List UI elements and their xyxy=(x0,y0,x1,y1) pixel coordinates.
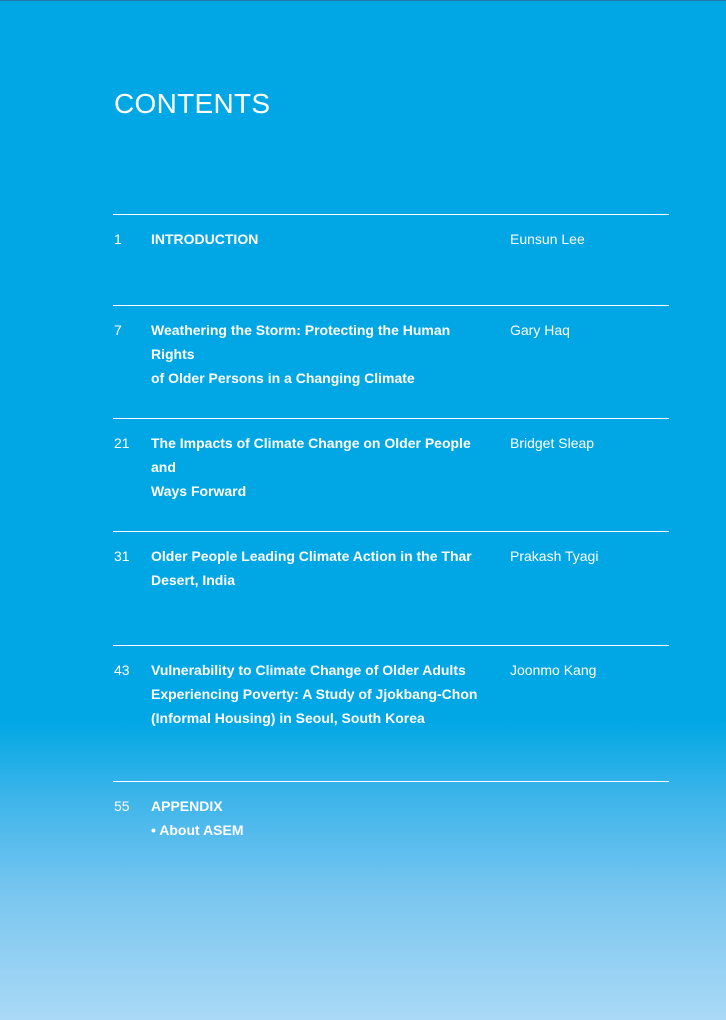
toc-entry-vulnerability-seoul[interactable] xyxy=(113,645,669,726)
toc-title xyxy=(151,318,491,390)
toc-entry-thar-desert[interactable] xyxy=(113,531,669,588)
toc-page-number: 43 xyxy=(114,662,130,678)
toc-title-line: (Informal Housing) in Seoul, South Korea xyxy=(151,710,425,726)
toc-title-line: INTRODUCTION xyxy=(151,231,259,247)
toc-page-number: 31 xyxy=(114,548,130,564)
toc-author: Joonmo Kang xyxy=(510,662,597,678)
toc-title-line: Ways Forward xyxy=(151,483,247,499)
toc-author: Gary Haq xyxy=(510,322,570,338)
toc-title-line: of Older Persons in a Changing Climate xyxy=(151,370,415,386)
toc-page-number: 21 xyxy=(114,435,130,451)
toc-title-line: Experiencing Poverty: A Study of Jjokbang-Chon xyxy=(151,686,478,702)
toc-page-number: 7 xyxy=(114,322,122,338)
toc-author: Bridget Sleap xyxy=(510,435,595,451)
toc-title-line: • About ASEM xyxy=(151,822,244,838)
toc-title-line: Weathering the Storm: Protecting the Human Rights xyxy=(151,322,451,362)
toc-entry-appendix[interactable] xyxy=(113,781,669,838)
toc-title xyxy=(151,794,491,842)
toc-title-line: Desert, India xyxy=(151,572,236,588)
toc-author: Eunsun Lee xyxy=(510,231,585,247)
page-title: CONTENTS xyxy=(114,88,271,119)
toc-entry-weathering-the-storm[interactable] xyxy=(113,305,669,386)
toc-title-line: Vulnerability to Climate Change of Older Adults xyxy=(151,662,466,678)
toc-entry-impacts-of-climate-change[interactable] xyxy=(113,418,669,499)
toc-page-number: 55 xyxy=(114,798,130,814)
toc-title xyxy=(151,544,491,592)
toc-title-line: The Impacts of Climate Change on Older People and xyxy=(151,435,471,475)
toc-title xyxy=(151,658,491,730)
toc-title xyxy=(151,431,491,503)
toc-author: Prakash Tyagi xyxy=(510,548,599,564)
toc-title-line: APPENDIX xyxy=(151,798,223,814)
toc-title-line: Older People Leading Climate Action in the Thar xyxy=(151,548,472,564)
toc-page-number: 1 xyxy=(114,231,122,247)
top-border xyxy=(0,0,726,1)
toc-title xyxy=(151,227,491,251)
toc-entry-introduction[interactable] xyxy=(113,214,669,247)
